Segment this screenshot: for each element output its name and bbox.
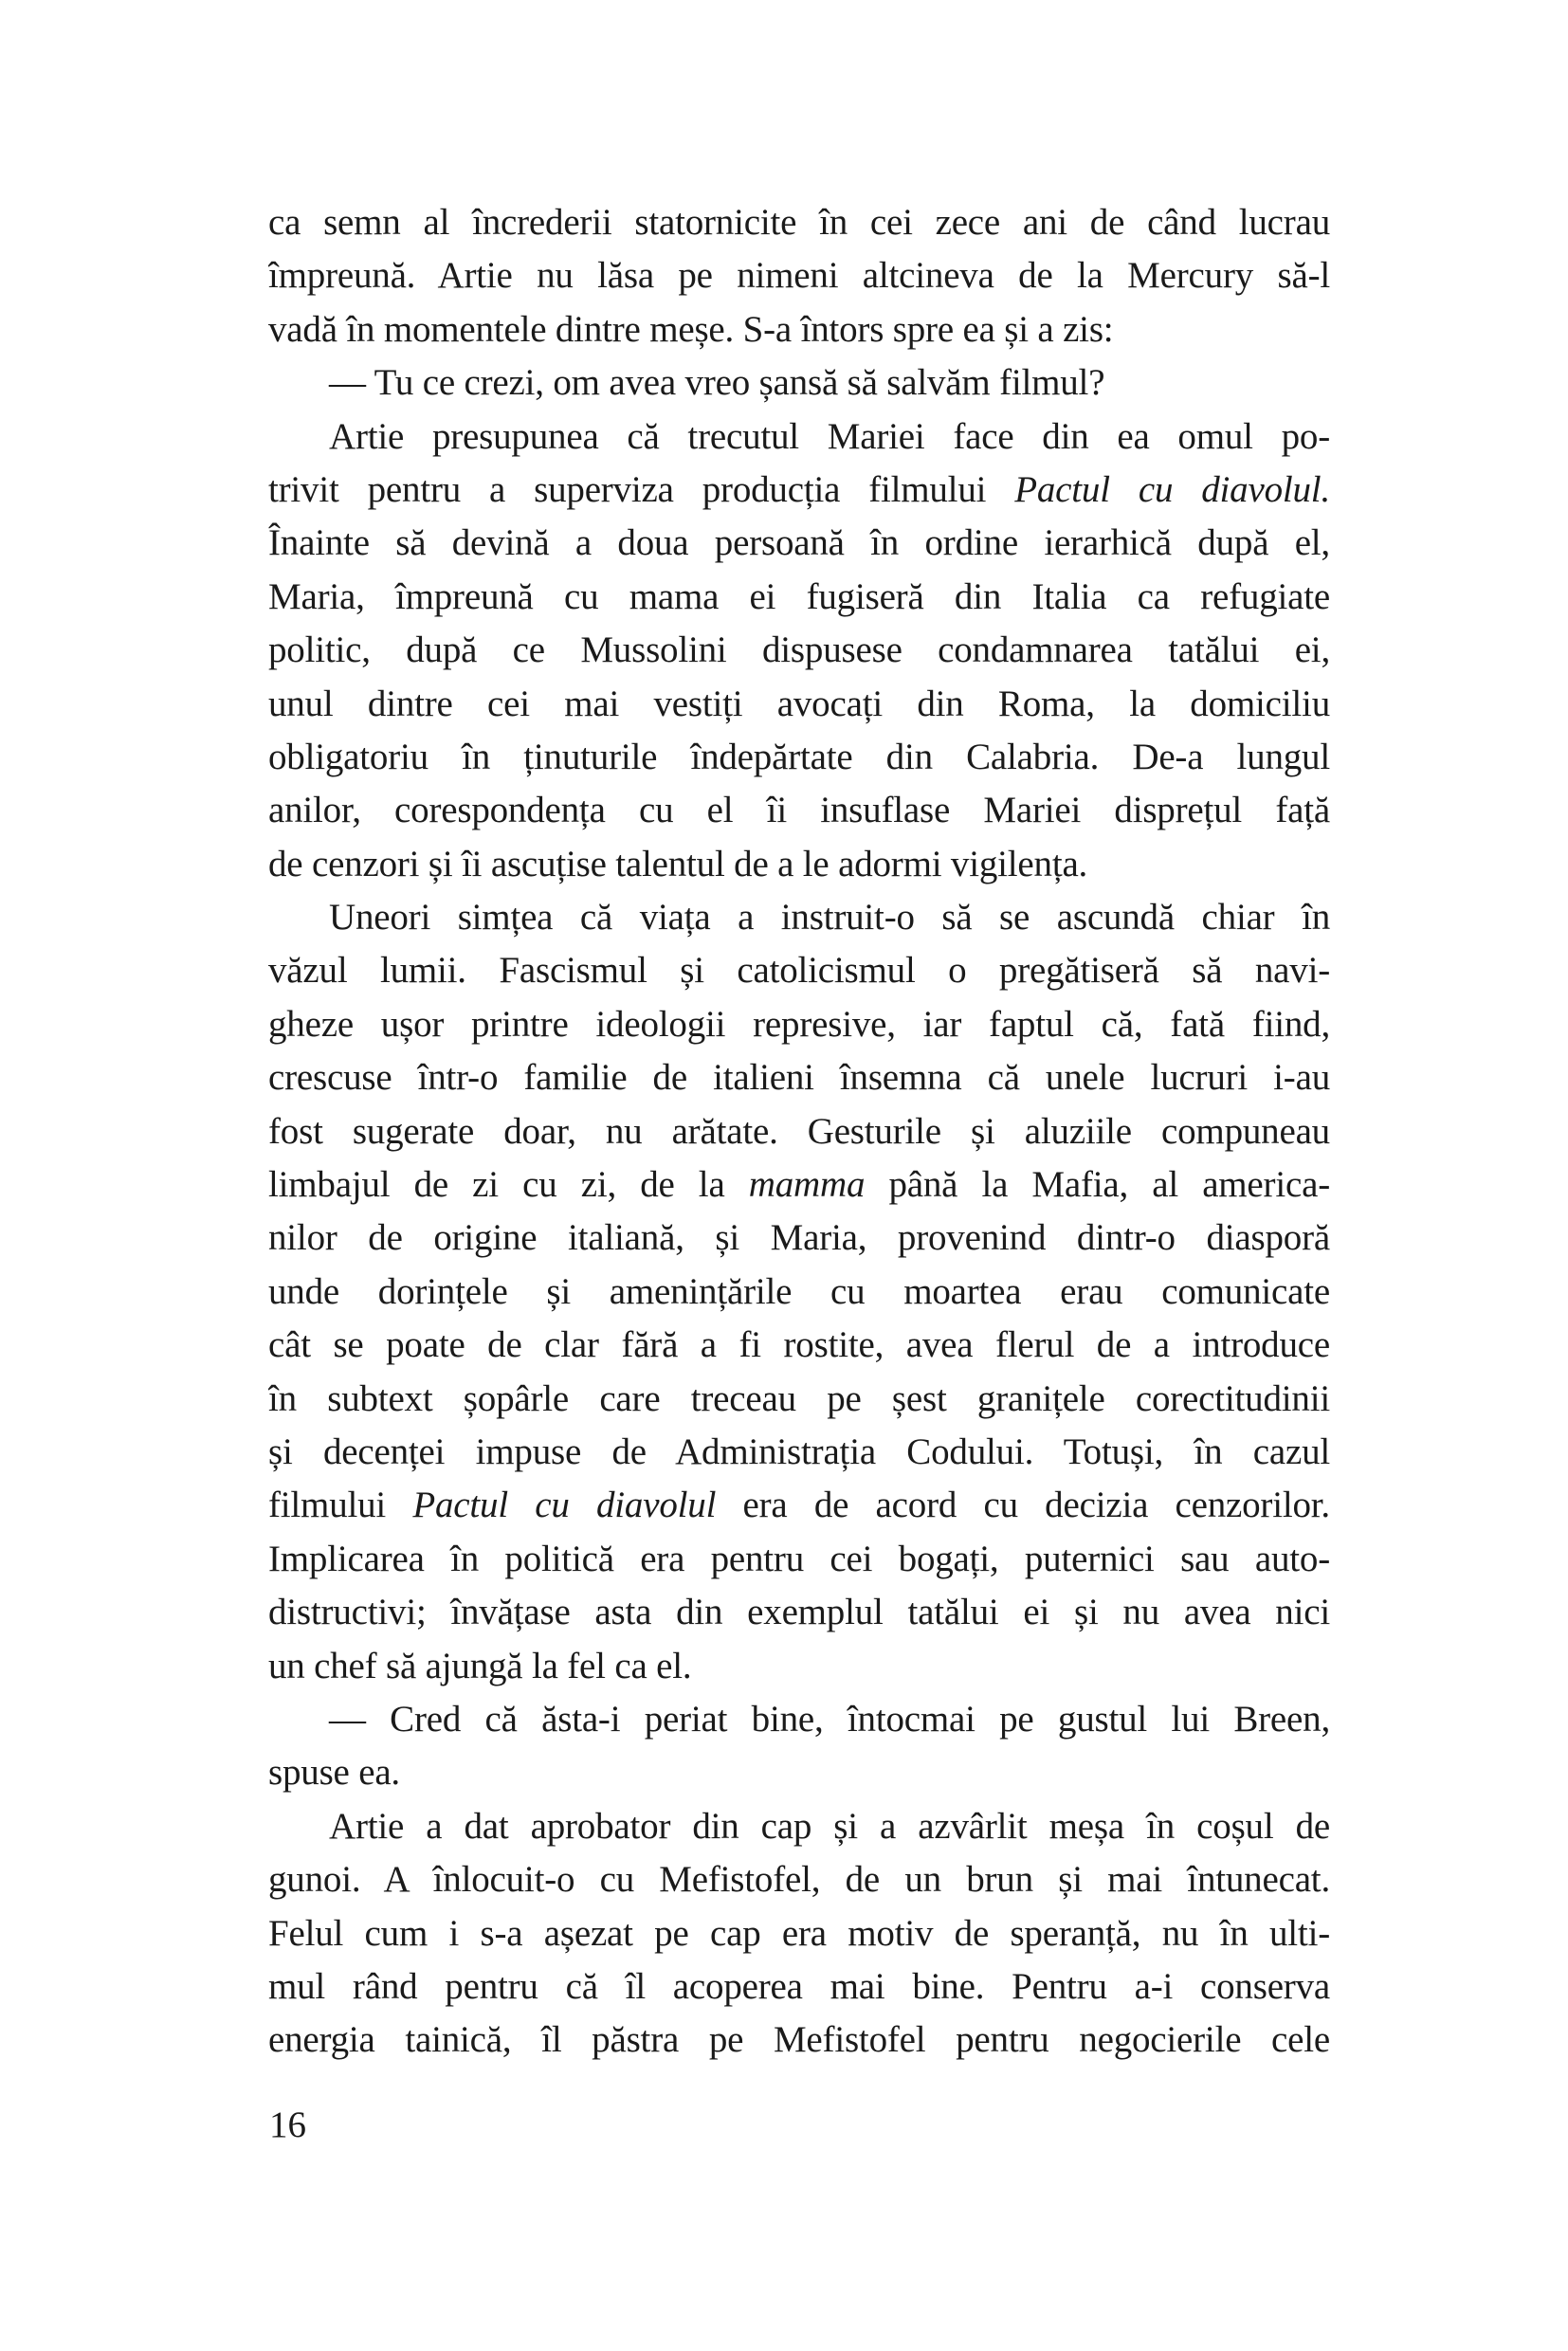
text-segment: ca semn al încrederii statornicite în cei zece ani de când lucrau xyxy=(268,202,1330,243)
italic-text-segment: Pactul cu diavolul xyxy=(412,1485,717,1526)
text-line xyxy=(268,1800,1330,1853)
text-line xyxy=(268,1212,1330,1265)
text-segment: unde dorințele și amenințările cu moartea erau comunicate xyxy=(268,1270,1330,1312)
text-line xyxy=(268,998,1330,1051)
text-line xyxy=(268,2014,1330,2067)
text-segment: împreună. Artie nu lăsa pe nimeni altcineva de la Mercury să-l xyxy=(268,255,1330,297)
text-segment: Înainte să devină a doua persoană în ordine ierarhică după el, xyxy=(268,522,1330,564)
text-line xyxy=(268,1693,1330,1746)
text-block xyxy=(268,196,1330,2068)
text-line xyxy=(268,731,1330,784)
text-line xyxy=(268,1319,1330,1372)
text-line xyxy=(268,624,1330,677)
text-segment: și decenței impuse de Administrația Codului. Totuși, în cazul xyxy=(268,1431,1330,1472)
text-line xyxy=(268,1051,1330,1104)
text-segment: nilor de origine italiană, și Maria, provenind dintr-o diasporă xyxy=(268,1217,1330,1259)
text-segment: crescuse într-o familie de italieni însemna că unele lucruri i-au xyxy=(268,1057,1330,1099)
text-line xyxy=(268,356,1330,410)
text-segment: Artie a dat aprobator din cap și a azvârlit meșa în coșul de xyxy=(329,1805,1330,1847)
text-line xyxy=(268,1640,1330,1693)
italic-text-segment: mamma xyxy=(748,1164,866,1206)
text-segment: Implicarea în politică era pentru cei bogați, puternici sau auto- xyxy=(268,1538,1330,1579)
text-segment: Maria, împreună cu mama ei fugiseră din Italia ca refugiate xyxy=(268,575,1330,617)
text-segment: văzul lumii. Fascismul și catolicismul o pregătiseră să navi- xyxy=(268,950,1330,992)
text-line xyxy=(268,1586,1330,1639)
text-segment: Artie presupunea că trecutul Mariei face din ea omul po- xyxy=(329,415,1330,457)
text-line xyxy=(268,1373,1330,1426)
text-line xyxy=(268,517,1330,570)
text-segment: energia tainică, îl păstra pe Mefistofel pentru negocierile cele xyxy=(268,2019,1330,2061)
text-segment: în subtext șopârle care treceau pe șest granițele corectitudinii xyxy=(268,1377,1330,1419)
text-line xyxy=(268,1960,1330,2014)
text-line xyxy=(268,1158,1330,1212)
text-segment: un chef să ajungă la fel ca el. xyxy=(268,1645,692,1686)
text-segment: distructivi; învățase asta din exemplul tatălui ei și nu avea nici xyxy=(268,1592,1330,1633)
text-line xyxy=(268,571,1330,624)
text-segment: anilor, corespondența cu el îi insuflase Mariei disprețul față xyxy=(268,790,1330,831)
text-segment: fost sugerate doar, nu arătate. Gesturile și aluziile compuneau xyxy=(268,1110,1330,1152)
text-line xyxy=(268,944,1330,997)
text-line xyxy=(268,784,1330,837)
text-line xyxy=(268,410,1330,464)
text-segment: cât se poate de clar fără a fi rostite, avea flerul de a introduce xyxy=(268,1324,1330,1366)
italic-text-segment: Pactul cu diavolul. xyxy=(1014,468,1330,510)
text-segment: Felul cum i s-a așezat pe cap era motiv de speranță, nu în ulti- xyxy=(268,1912,1330,1954)
text-line xyxy=(268,1105,1330,1158)
text-line xyxy=(268,678,1330,731)
text-line xyxy=(268,1266,1330,1319)
text-segment: până la Mafia, al america- xyxy=(865,1164,1330,1206)
text-line xyxy=(268,1746,1330,1799)
page-number: 16 xyxy=(269,2105,306,2145)
text-segment: — Cred că ăsta-i periat bine, întocmai pe gustul lui Breen, xyxy=(329,1698,1330,1740)
text-segment: gunoi. A înlocuit-o cu Mefistofel, de un brun și mai întunecat. xyxy=(268,1859,1330,1901)
text-segment: de cenzori și îi ascuțise talentul de a le adormi vigilența. xyxy=(268,843,1088,884)
text-segment: unul dintre cei mai vestiți avocați din Roma, la domiciliu xyxy=(268,683,1330,724)
text-line xyxy=(268,1533,1330,1586)
text-segment: spuse ea. xyxy=(268,1752,400,1794)
text-line xyxy=(268,464,1330,517)
text-segment: obligatoriu în ținuturile îndepărtate din Calabria. De-a lungul xyxy=(268,736,1330,777)
text-segment: politic, după ce Mussolini dispusese condamnarea tatălui ei, xyxy=(268,629,1330,671)
text-line xyxy=(268,303,1330,356)
text-line xyxy=(268,838,1330,891)
text-segment: gheze ușor printre ideologii represive, iar faptul că, fată fiind, xyxy=(268,1003,1330,1045)
text-line xyxy=(268,1907,1330,1960)
text-line xyxy=(268,1426,1330,1479)
text-segment: limbajul de zi cu zi, de la xyxy=(268,1164,749,1206)
text-segment: mul rând pentru că îl acoperea mai bine. Pentru a-i conserva xyxy=(268,1965,1330,2007)
text-segment: filmului xyxy=(268,1485,413,1526)
text-line xyxy=(268,891,1330,944)
text-segment: era de acord cu decizia cenzorilor. xyxy=(716,1485,1330,1526)
text-segment: Uneori simțea că viața a instruit-o să se ascundă chiar în xyxy=(329,897,1330,939)
text-line xyxy=(268,1479,1330,1532)
text-segment: vadă în momentele dintre meșe. S-a întors spre ea și a zis: xyxy=(268,308,1114,350)
text-segment: — Tu ce crezi, om avea vreo șansă să salvăm filmul? xyxy=(329,362,1105,404)
text-line xyxy=(268,249,1330,302)
text-line xyxy=(268,1853,1330,1906)
text-line xyxy=(268,196,1330,249)
text-segment: trivit pentru a superviza producția filmului xyxy=(268,468,1015,510)
